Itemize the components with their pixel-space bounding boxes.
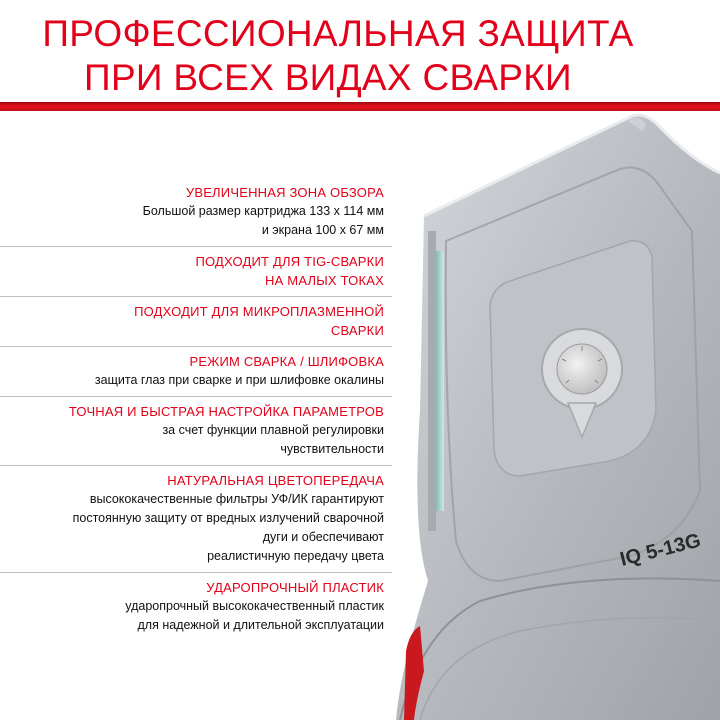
feature-description: Большой размер картриджа 133 х 114 мм и экрана 100 х 67 мм xyxy=(142,204,384,237)
feature-item xyxy=(0,178,392,247)
feature-description: высококачественные фильтры УФ/ИК гарантируют постоянную защиту от вредных излучений сварочной дуги и обеспечивают реалистичную передачу цвета xyxy=(72,492,384,563)
feature-description: защита глаз при сварке и при шлифовке окалины xyxy=(94,373,384,387)
welding-helmet-image xyxy=(380,111,720,720)
feature-item xyxy=(0,397,392,466)
title-line-1: ПРОФЕССИОНАЛЬНАЯ ЗАЩИТА xyxy=(42,13,634,54)
page-title xyxy=(0,12,720,100)
feature-description: ударопрочный высококачественный пластик для надежной и длительной эксплуатации xyxy=(125,599,384,632)
feature-item xyxy=(0,573,392,641)
feature-heading: РЕЖИМ СВАРКА / ШЛИФОВКА xyxy=(189,354,384,369)
feature-heading: ПОДХОДИТ ДЛЯ TIG-СВАРКИ НА МАЛЫХ ТОКАХ xyxy=(195,254,384,288)
title-line-2: ПРИ ВСЕХ ВИДАХ СВАРКИ xyxy=(84,57,572,98)
model-label: IQ 5-13G xyxy=(617,529,704,571)
feature-description: за счет функции плавной регулировки чувствительности xyxy=(162,423,384,456)
feature-item xyxy=(0,247,392,297)
feature-heading: ТОЧНАЯ И БЫСТРАЯ НАСТРОЙКА ПАРАМЕТРОВ xyxy=(68,404,384,419)
feature-heading: УВЕЛИЧЕННАЯ ЗОНА ОБЗОРА xyxy=(185,185,384,200)
feature-heading: ПОДХОДИТ ДЛЯ МИКРОПЛАЗМЕННОЙ СВАРКИ xyxy=(134,304,384,338)
feature-heading: НАТУРАЛЬНАЯ ЦВЕТОПЕРЕДАЧА xyxy=(167,473,384,488)
feature-heading: УДАРОПРОЧНЫЙ ПЛАСТИК xyxy=(206,580,384,595)
feature-item xyxy=(0,466,392,573)
red-divider-bar xyxy=(0,102,720,111)
feature-item xyxy=(0,297,392,347)
feature-item xyxy=(0,347,392,397)
feature-list xyxy=(0,178,392,641)
